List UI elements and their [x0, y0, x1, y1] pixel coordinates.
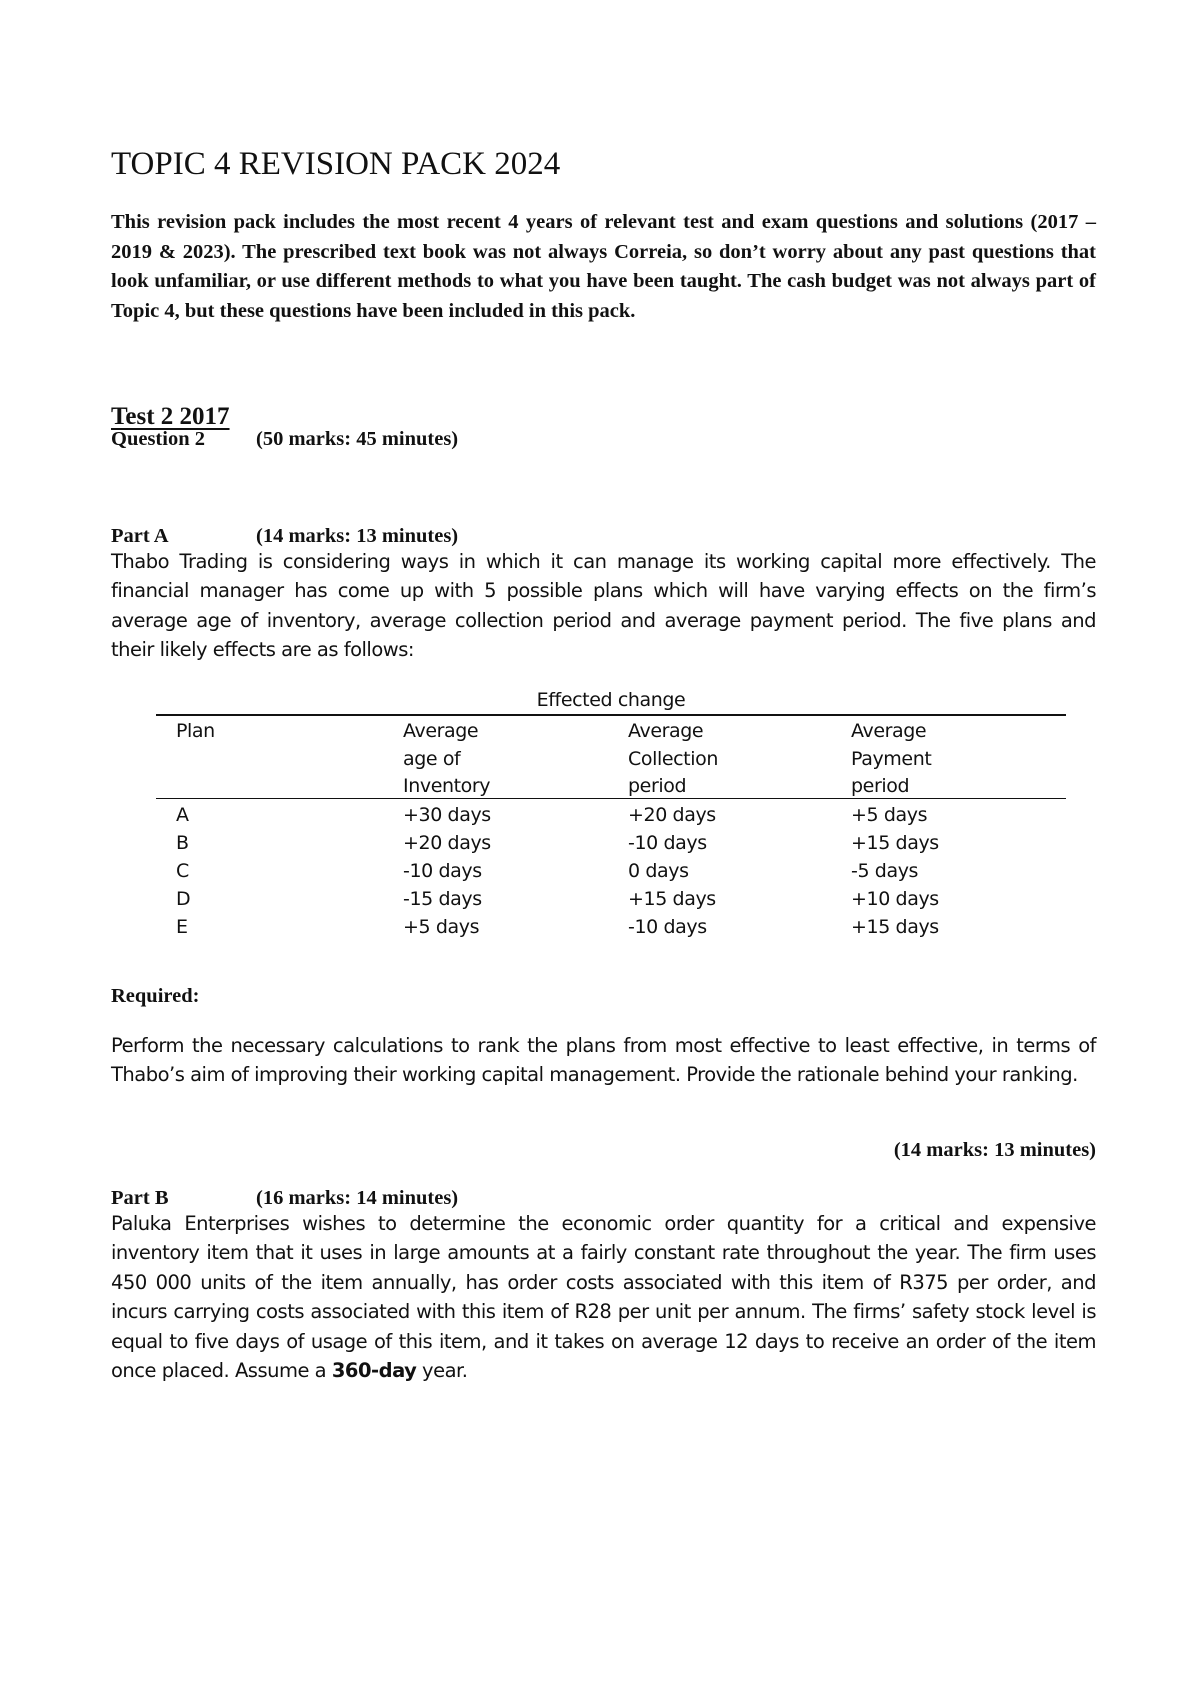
table-row: C -10 days 0 days -5 days — [176, 860, 919, 882]
required-text: Perform the necessary calculations to rank the plans from most effective to least effective, in terms of Thabo’s aim of improving their working capital management. Provide the rationale behind your ranking. — [111, 1034, 1096, 1087]
header-payment: Average Payment period — [851, 720, 932, 797]
header-plan: Plan — [176, 720, 215, 742]
part-b-marks: (16 marks: 14 minutes) — [256, 1187, 459, 1209]
part-b-line — [111, 1187, 458, 1210]
table-row: A +30 days +20 days +5 days — [176, 804, 928, 826]
table-row: E +5 days -10 days +15 days — [176, 916, 939, 938]
question-line — [111, 428, 458, 451]
question-marks: (50 marks: 45 minutes) — [256, 428, 459, 450]
part-a-line — [111, 525, 458, 548]
table-header-rule — [156, 798, 1066, 799]
required-marks: (14 marks: 13 minutes) — [893, 1139, 1096, 1161]
question-label: Question 2 — [111, 428, 205, 450]
header-collection: Average Collection period — [628, 720, 718, 797]
test-heading: Test 2 2017 — [111, 403, 230, 430]
part-a-label: Part A — [111, 525, 169, 547]
table-row: B +20 days -10 days +15 days — [176, 832, 939, 854]
part-a-text: Thabo Trading is considering ways in which it can manage its working capital more effectively. The financial manager has come up with 5 possible plans which will have varying effects on the firm’s average age of inventory, average collection period and average payment period. The five plans and their likely effects are as follows: — [111, 550, 1096, 662]
required-heading: Required: — [111, 985, 200, 1007]
table-caption: Effected change — [536, 689, 686, 711]
header-inventory: Average age of Inventory — [403, 720, 491, 797]
document-title: TOPIC 4 REVISION PACK 2024 — [111, 146, 561, 182]
part-a-marks: (14 marks: 13 minutes) — [256, 525, 459, 547]
part-b-text: Paluka Enterprises wishes to determine the economic order quantity for a critical and expensive inventory item that it uses in large amounts at a fairly constant rate throughout the year. The firm uses 450 000 units of the item annually, has order costs associated with this item of R375 per order, and incurs carrying costs associated with this item of R28 per unit per annum. The firms’ safety stock level is equal to five days of usage of this item, and it takes on average 12 days to receive an order of the item once placed. Assume a 360-day year. — [111, 1212, 1096, 1383]
part-b-bold-term: 360-day — [331, 1359, 417, 1383]
table-row: D -15 days +15 days +10 days — [176, 888, 939, 910]
part-b-label: Part B — [111, 1187, 169, 1209]
intro-paragraph: This revision pack includes the most recent 4 years of relevant test and exam questions and solutions (2017 – 2019 & 2023). The prescribed text book was not always Correia, so don’t worry about any past questions that look unfamiliar, or use different methods to what you have been taught. The cash budget was not always part of Topic 4, but these questions have been included in this pack. — [111, 211, 1096, 322]
table-top-rule — [156, 714, 1066, 716]
